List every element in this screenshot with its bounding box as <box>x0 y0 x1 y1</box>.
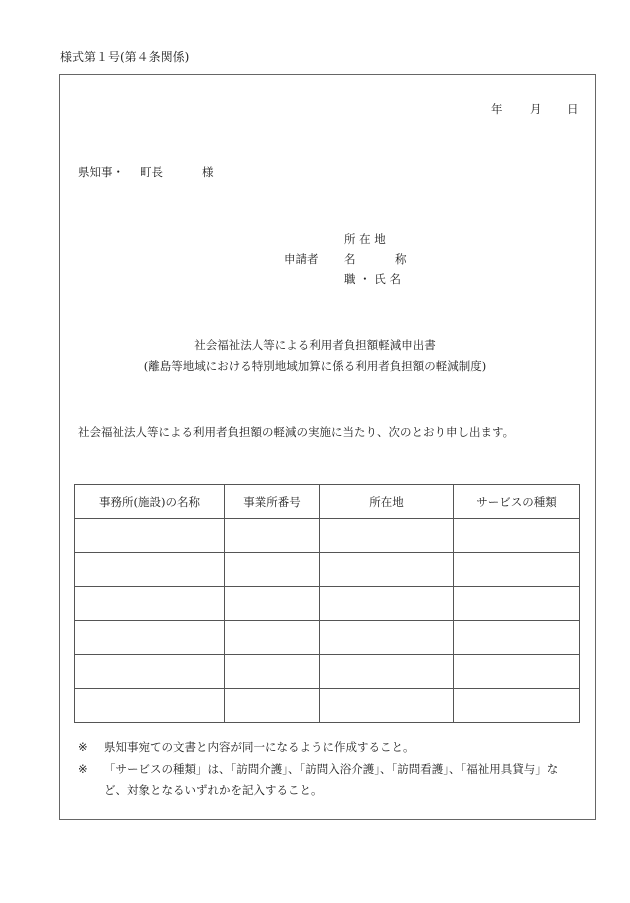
note-2 <box>78 761 558 777</box>
cell-service-type[interactable] <box>454 587 580 621</box>
header-service-type: サービスの種類 <box>454 485 580 519</box>
note-2-text-line1: 「サービスの種類」は、「訪問介護」、「訪問入浴介護」、「訪問看護」、「福祉用具貸与」な <box>104 762 559 776</box>
table-row <box>75 519 580 553</box>
document-title: 社会福祉法人等による利用者負担額軽減申出書 <box>194 338 436 352</box>
addressee-honorific: 様 <box>202 165 214 179</box>
cell-service-type[interactable] <box>454 553 580 587</box>
date-year-label: 年 <box>491 102 503 116</box>
form-number-label: 様式第１号(第４条関係) <box>60 50 190 64</box>
date-month-label: 月 <box>530 102 542 116</box>
note-2-continuation: ど、対象となるいずれかを記入すること。 <box>104 783 323 797</box>
cell-office-number[interactable] <box>225 553 320 587</box>
cell-office-number[interactable] <box>225 689 320 723</box>
applicant-address-label: 所 在 地 <box>344 232 386 246</box>
cell-location[interactable] <box>320 587 454 621</box>
table-row <box>75 553 580 587</box>
cell-office-name[interactable] <box>75 587 225 621</box>
cell-office-name[interactable] <box>75 689 225 723</box>
note-mark: ※ <box>78 740 88 754</box>
addressee-governor: 県知事・ <box>78 165 124 179</box>
cell-office-number[interactable] <box>225 621 320 655</box>
date-day-label: 日 <box>567 102 579 116</box>
cell-location[interactable] <box>320 519 454 553</box>
document-subtitle: (離島等地域における特別地域加算に係る利用者負担額の軽減制度) <box>143 359 487 373</box>
note-1 <box>78 739 415 755</box>
note-1-text: 県知事宛ての文書と内容が同一になるように作成すること。 <box>104 740 415 754</box>
applicant-label: 申請者 <box>284 252 319 266</box>
applicant-name-label-1: 名 <box>344 252 356 266</box>
note-mark: ※ <box>78 762 88 776</box>
cell-office-name[interactable] <box>75 621 225 655</box>
header-office-number: 事業所番号 <box>225 485 320 519</box>
table-row <box>75 587 580 621</box>
table-row <box>75 655 580 689</box>
cell-location[interactable] <box>320 621 454 655</box>
cell-office-number[interactable] <box>225 519 320 553</box>
request-statement: 社会福祉法人等による利用者負担額の軽減の実施に当たり、次のとおり申し出ます。 <box>78 425 515 439</box>
cell-office-name[interactable] <box>75 655 225 689</box>
cell-office-number[interactable] <box>225 587 320 621</box>
table-row <box>75 689 580 723</box>
cell-service-type[interactable] <box>454 689 580 723</box>
cell-office-name[interactable] <box>75 553 225 587</box>
cell-service-type[interactable] <box>454 519 580 553</box>
addressee-mayor: 町長 <box>140 165 163 179</box>
applicant-position-label: 職 ・ 氏 名 <box>344 272 401 286</box>
header-location: 所在地 <box>320 485 454 519</box>
cell-location[interactable] <box>320 689 454 723</box>
table-row <box>75 621 580 655</box>
applicant-name-label-2: 称 <box>395 252 407 266</box>
cell-location[interactable] <box>320 655 454 689</box>
cell-office-name[interactable] <box>75 519 225 553</box>
header-office-name: 事務所(施設)の名称 <box>75 485 225 519</box>
cell-service-type[interactable] <box>454 621 580 655</box>
table-header-row <box>75 485 580 519</box>
service-table <box>74 484 580 723</box>
cell-office-number[interactable] <box>225 655 320 689</box>
cell-location[interactable] <box>320 553 454 587</box>
cell-service-type[interactable] <box>454 655 580 689</box>
